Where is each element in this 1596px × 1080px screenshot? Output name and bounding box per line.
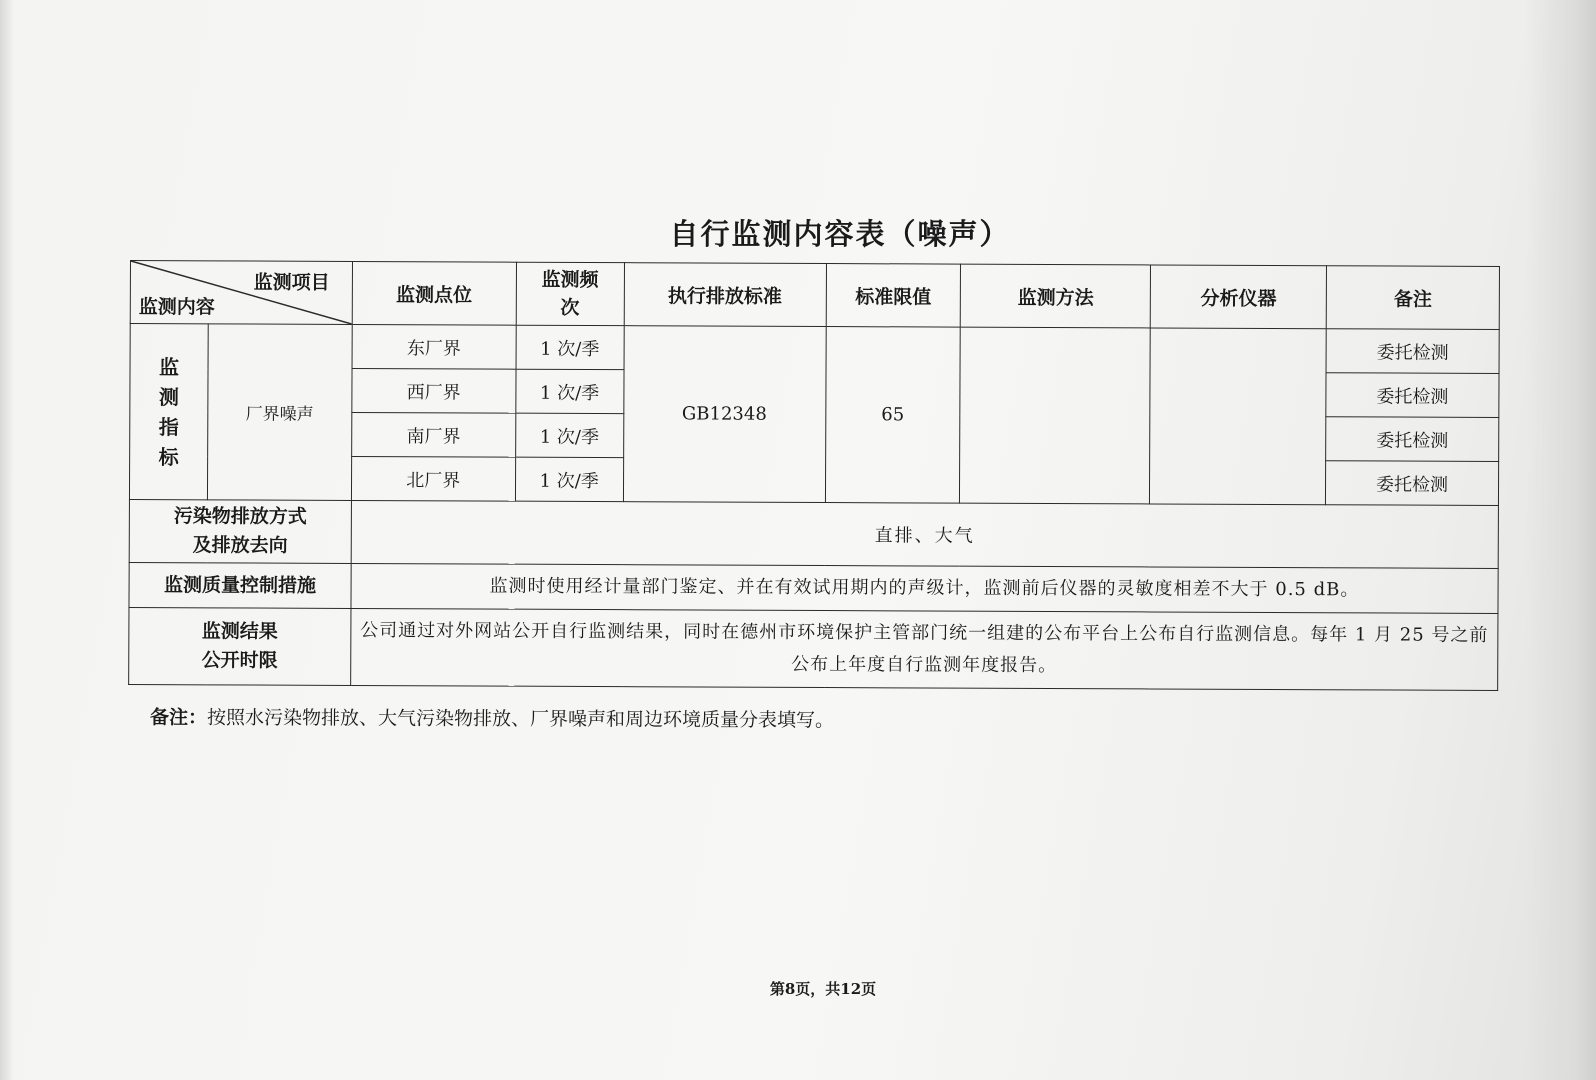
monitoring-table: [128, 260, 1500, 691]
category-char: 标: [158, 444, 179, 469]
disclosure-label: [129, 607, 351, 685]
discharge-label-line1: 污染物排放方式: [173, 505, 307, 528]
item-cell: 厂界噪声: [207, 324, 352, 501]
col-header-instrument: 分析仪器: [1150, 265, 1326, 329]
diag-bottom-label: 监测内容: [138, 296, 215, 319]
category-char: 测: [158, 384, 179, 409]
col-header-method: 监测方法: [961, 264, 1151, 328]
table-row: [130, 324, 1499, 374]
diagonal-header-cell: [130, 261, 352, 325]
disclosure-row: [129, 607, 1498, 690]
method-cell: [960, 327, 1151, 504]
col-header-remark: 备注: [1326, 266, 1499, 330]
discharge-row: [129, 499, 1498, 568]
discharge-label-line2: 及排放去向: [192, 534, 288, 557]
col-header-standard: 执行排放标准: [624, 263, 826, 327]
freq-cell: 1 次/季: [515, 457, 623, 501]
point-cell: 东厂界: [352, 324, 516, 369]
col-header-frequency: 监测频次: [516, 262, 624, 325]
disclosure-value: 公司通过对外网站公开自行监测结果，同时在德州市环境保护主管部门统一组建的公布平台上公布自行监测信息。每年 1 月 25 号之前公布上年度自行监测年度报告。: [350, 608, 1498, 690]
page-title: 自行监测内容表（噪声）: [669, 217, 1011, 251]
remark-cell: 委托检测: [1326, 417, 1499, 462]
discharge-value: 直排、大气: [351, 500, 1498, 568]
discharge-label: [129, 499, 351, 563]
instrument-cell: [1150, 328, 1327, 505]
disclosure-label-line1: 监测结果: [201, 620, 278, 643]
diag-top-label: 监测项目: [253, 271, 330, 294]
page-curl: [1526, 0, 1596, 1080]
standard-cell: GB12348: [623, 326, 826, 503]
remark-cell: 委托检测: [1326, 329, 1499, 374]
category-char: 监: [158, 354, 180, 379]
note-text: 按照水污染物排放、大气污染物排放、厂界噪声和周边环境质量分表填写。: [206, 706, 835, 732]
freq-cell: 1 次/季: [516, 325, 624, 369]
disclosure-label-line2: 公开时限: [201, 649, 278, 672]
quality-row: [129, 562, 1498, 613]
point-cell: 北厂界: [351, 456, 515, 501]
category-cell: [129, 324, 208, 500]
col-header-limit: 标准限值: [826, 264, 961, 328]
col-header-point: 监测点位: [352, 261, 516, 325]
limit-cell: 65: [825, 327, 961, 504]
page-shadow: [0, 0, 14, 1080]
freq-cell: 1 次/季: [516, 369, 624, 413]
note-label: 备注：: [149, 706, 208, 729]
header-row: [130, 261, 1499, 330]
note-line: [150, 703, 834, 733]
remark-cell: 委托检测: [1326, 373, 1499, 418]
point-cell: 西厂界: [352, 368, 516, 413]
quality-label: 监测质量控制措施: [129, 562, 351, 608]
remark-cell: 委托检测: [1326, 461, 1499, 506]
freq-cell: 1 次/季: [515, 413, 623, 457]
page-number: 第8页，共12页: [769, 980, 877, 998]
point-cell: 南厂界: [351, 412, 515, 457]
quality-value: 监测时使用经计量部门鉴定、并在有效试用期内的声级计，监测前后仪器的灵敏度相差不大于 0.5 dB。: [351, 563, 1498, 613]
category-char: 指: [158, 414, 179, 439]
